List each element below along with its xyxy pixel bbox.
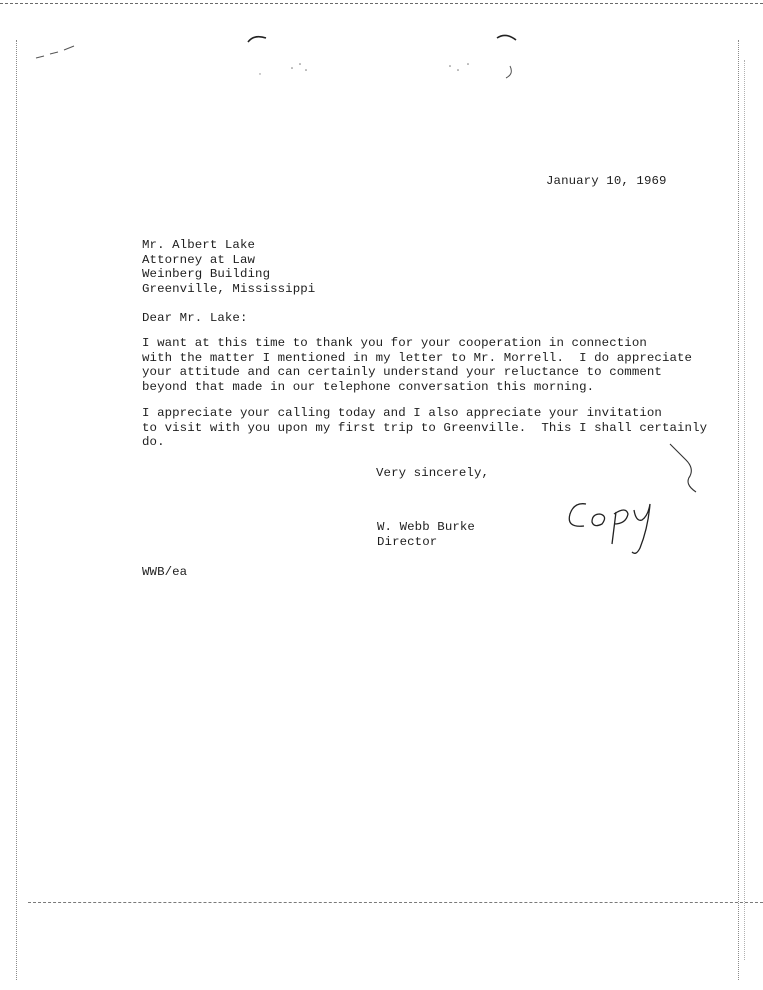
- body-line: with the matter I mentioned in my letter to Mr. Morrell. I do appreciate: [142, 350, 693, 365]
- recipient-line: Attorney at Law: [142, 252, 256, 267]
- signer-name: W. Webb Burke: [377, 520, 475, 534]
- handwritten-copy-note: [560, 492, 670, 562]
- salutation: Dear Mr. Lake:: [142, 311, 248, 325]
- body-paragraph-1: [142, 336, 692, 394]
- body-line: I appreciate your calling today and I also appreciate your invitation: [142, 406, 662, 420]
- scan-top-border: [0, 3, 763, 4]
- signer-title: Director: [377, 534, 438, 549]
- complimentary-close: Very sincerely,: [376, 466, 490, 480]
- recipient-address: [142, 238, 315, 296]
- scan-bottom-border: [28, 902, 763, 903]
- scan-left-border: [16, 40, 17, 980]
- recipient-line: Weinberg Building: [142, 267, 271, 282]
- reference-initials: WWB/ea: [142, 565, 188, 579]
- scan-right-border-inner: [744, 60, 745, 960]
- body-line: beyond that made in our telephone conversation this morning.: [142, 379, 595, 394]
- body-line: your attitude and can certainly understand your reluctance to comment: [142, 365, 662, 380]
- body-line: to visit with you upon my first trip to Greenville. This I shall certainly: [142, 420, 708, 435]
- body-paragraph-2: [142, 406, 707, 450]
- body-line: do.: [142, 435, 165, 450]
- signature-block: [377, 520, 475, 549]
- scan-artifact-marks: [240, 30, 540, 90]
- body-line: I want at this time to thank you for your cooperation in connection: [142, 336, 647, 350]
- recipient-line: Greenville, Mississippi: [142, 281, 316, 296]
- recipient-line: Mr. Albert Lake: [142, 238, 256, 252]
- scan-corner-marks: [30, 40, 90, 70]
- letter-date: January 10, 1969: [546, 174, 667, 188]
- scan-right-border: [738, 40, 739, 980]
